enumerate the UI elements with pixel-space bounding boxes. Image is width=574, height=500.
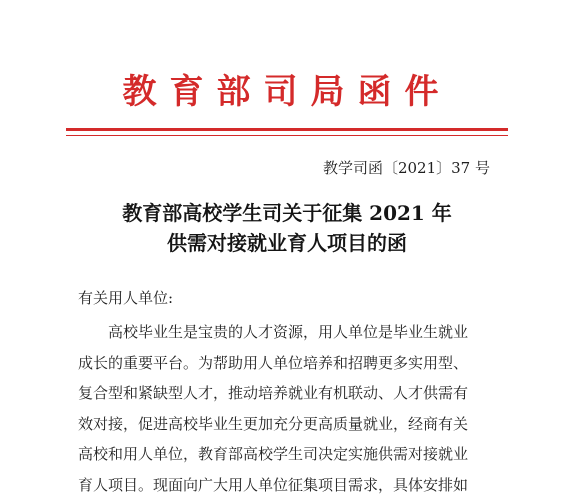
salutation: 有关用人单位: — [78, 289, 174, 307]
masthead-rule-thick — [66, 128, 508, 131]
document-title — [0, 198, 574, 258]
body-line: 育人项目。现面向广大用人单位征集项目需求，具体安排如 — [78, 475, 469, 494]
body-line: 成长的重要平台。为帮助用人单位培养和招聘更多实用型、 — [78, 353, 469, 372]
body-line: 复合型和紧缺型人才，推动培养就业有机联动、人才供需有 — [78, 384, 469, 402]
document-title-line-2: 供需对接就业育人项目的函 — [167, 231, 407, 255]
document-number: 教学司函〔2021〕37 号 — [322, 159, 490, 177]
body-line: 高校毕业生是宝贵的人才资源，用人单位是毕业生就业 — [108, 323, 469, 341]
document-title-line-1: 教育部高校学生司关于征集 2021 年 — [122, 201, 452, 225]
body-paragraph — [78, 317, 508, 500]
body-line: 效对接，促进高校毕业生更加充分更高质量就业，经商有关 — [78, 414, 469, 433]
body-line: 高校和用人单位，教育部高校学生司决定实施供需对接就业 — [78, 445, 469, 463]
masthead-rule-thin — [66, 135, 508, 136]
masthead-title: 教育部司局函件 — [122, 72, 452, 112]
